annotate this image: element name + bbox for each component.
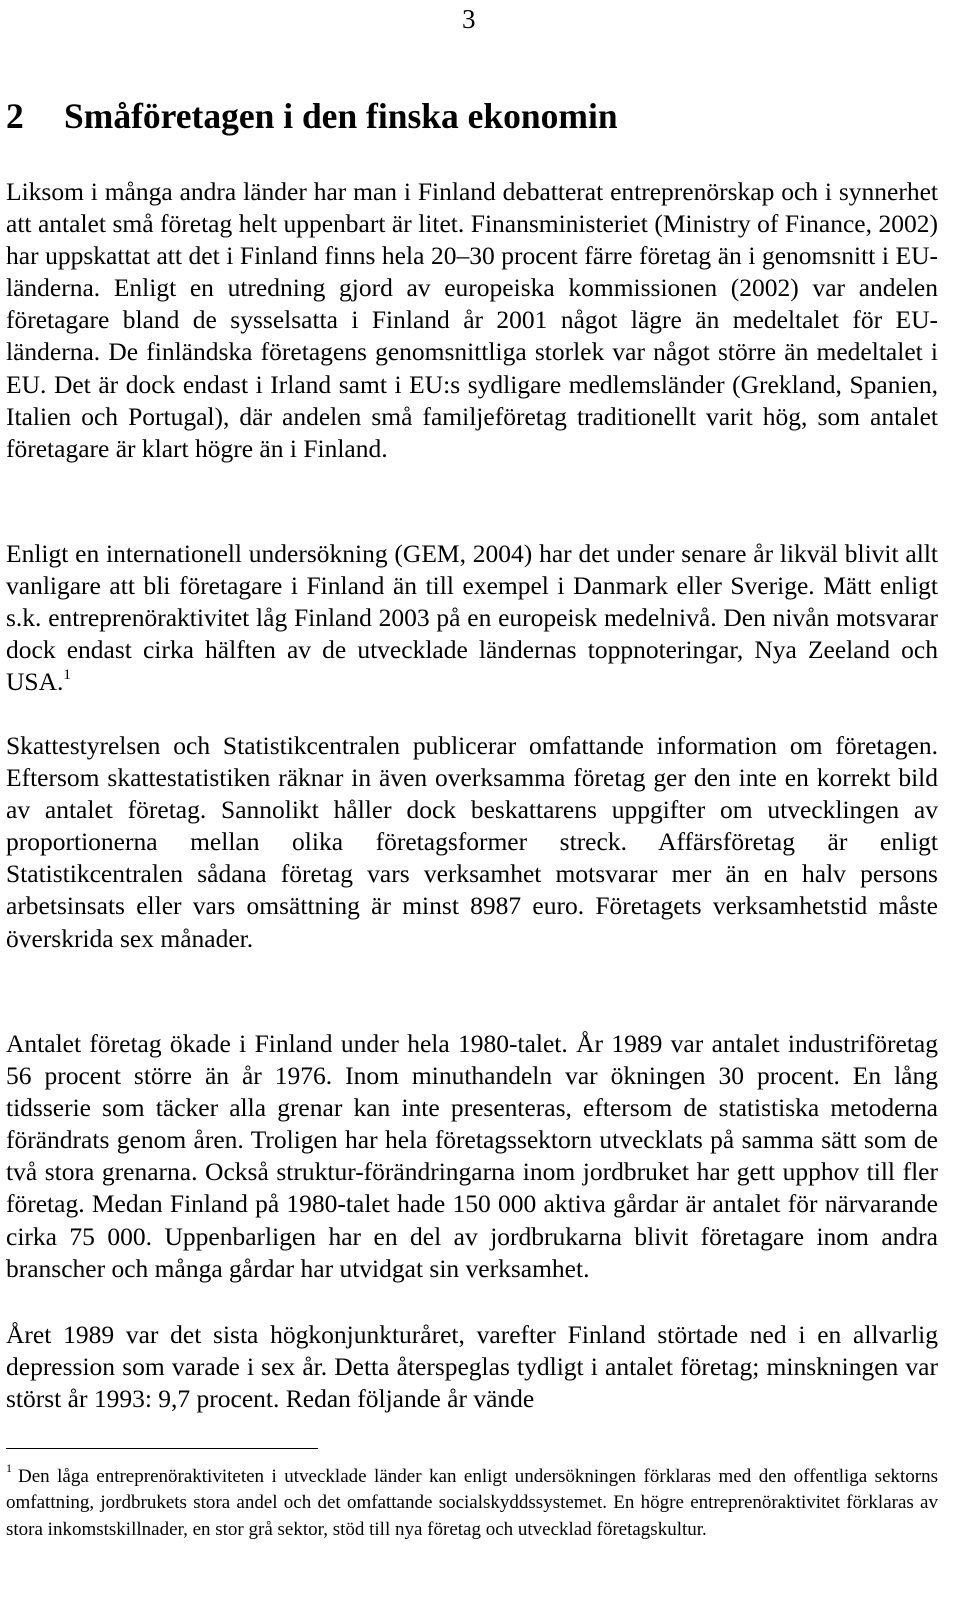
page-number: 3 bbox=[462, 4, 476, 34]
footnote-marker: 1 bbox=[6, 1460, 12, 1475]
paragraph bbox=[6, 538, 938, 698]
footnote bbox=[6, 1460, 938, 1543]
footnote-reference: 1 bbox=[63, 666, 71, 683]
chapter-number: 2 bbox=[6, 96, 24, 136]
chapter-title: Småföretagen i den finska ekonomin bbox=[64, 96, 618, 136]
footnote-divider bbox=[6, 1448, 318, 1449]
paragraph: Antalet företag ökade i Finland under hela 1980-talet. År 1989 var antalet industriföretag 56 procent större än år 1976. Inom minuthandeln var ökningen 30 procent. En lång tidsserie som täcker alla grenar kan inte presenteras, eftersom de statistiska metoderna förändrats genom åren. Troligen har hela företagssektorn utvecklats på samma sätt som de två stora grenarna. Också struktur-förändringarna inom jordbruket har gett upphov till fler företag. Medan Finland på 1980-talet hade 150 000 aktiva gårdar är antalet för närvarande cirka 75 000. Uppenbarligen har en del av jordbrukarna blivit företagare inom andra branscher och många gårdar har utvidgat sin verksamhet. bbox=[6, 1029, 938, 1283]
footnote-text: Den låga entreprenöraktiviteten i utvecklade länder kan enligt undersökningen förklaras med den offentliga sektorns omfattning, jordbrukets stora andel och det omfattande socialskyddssystemet. En högre entreprenöraktivitet förklaras av stora inkomstskillnader, en stor grå sektor, stöd till nya företag och utvecklad företagskultur. bbox=[6, 1466, 938, 1540]
chapter-heading bbox=[6, 96, 618, 136]
paragraph-text: Enligt en internationell undersökning (GEM, 2004) har det under senare år likväl blivit allt vanligare att bli företagare i Finland än till exempel i Danmark eller Sverige. Mätt enligt s.k. entreprenöraktivitet låg Finland 2003 på en europeisk medelnivå. Den nivån motsvarar dock endast cirka hälften av de utvecklade ländernas toppnoteringar, Nya Zeeland och USA. bbox=[6, 539, 938, 697]
paragraph: Skattestyrelsen och Statistikcentralen publicerar omfattande information om företagen. Eftersom skattestatistiken räknar in även overksamma företag ger den inte en korrekt bild av antalet företag. Sannolikt håller dock beskattarens uppgifter om utvecklingen av proportionerna mellan olika företagsformer streck. Affärsföretag är enligt Statistikcentralen sådana företag vars verksamhet motsvarar mer än en halv persons arbetsinsats eller vars omsättning är minst 8987 euro. Företagets verksamhetstid måste överskrida sex månader. bbox=[6, 731, 938, 953]
paragraph: Året 1989 var det sista högkonjunkturåret, varefter Finland störtade ned i en allvarlig depression som varade i sex år. Detta återspeglas tydligt i antalet företag; minskningen var störst år 1993: 9,7 procent. Redan följande år vände bbox=[6, 1320, 938, 1414]
paragraph: Liksom i många andra länder har man i Finland debatterat entreprenörskap och i synnerhet att antalet små företag helt uppenbart är litet. Finansministeriet (Ministry of Finance, 2002) har uppskattat att det i Finland finns hela 20–30 procent färre företag än i genomsnitt i EU-länderna. Enligt en utredning gjord av europeiska kommissionen (2002) var andelen företagare bland de sysselsatta i Finland år 2001 något lägre än medeltalet för EU-länderna. De finländska företagens genomsnittliga storlek var något större än medeltalet i EU. Det är dock endast i Irland samt i EU:s sydligare medlemsländer (Grekland, Spanien, Italien och Portugal), där andelen små familjeföretag traditionellt varit hög, som antalet företagare är klart högre än i Finland. bbox=[6, 177, 938, 463]
